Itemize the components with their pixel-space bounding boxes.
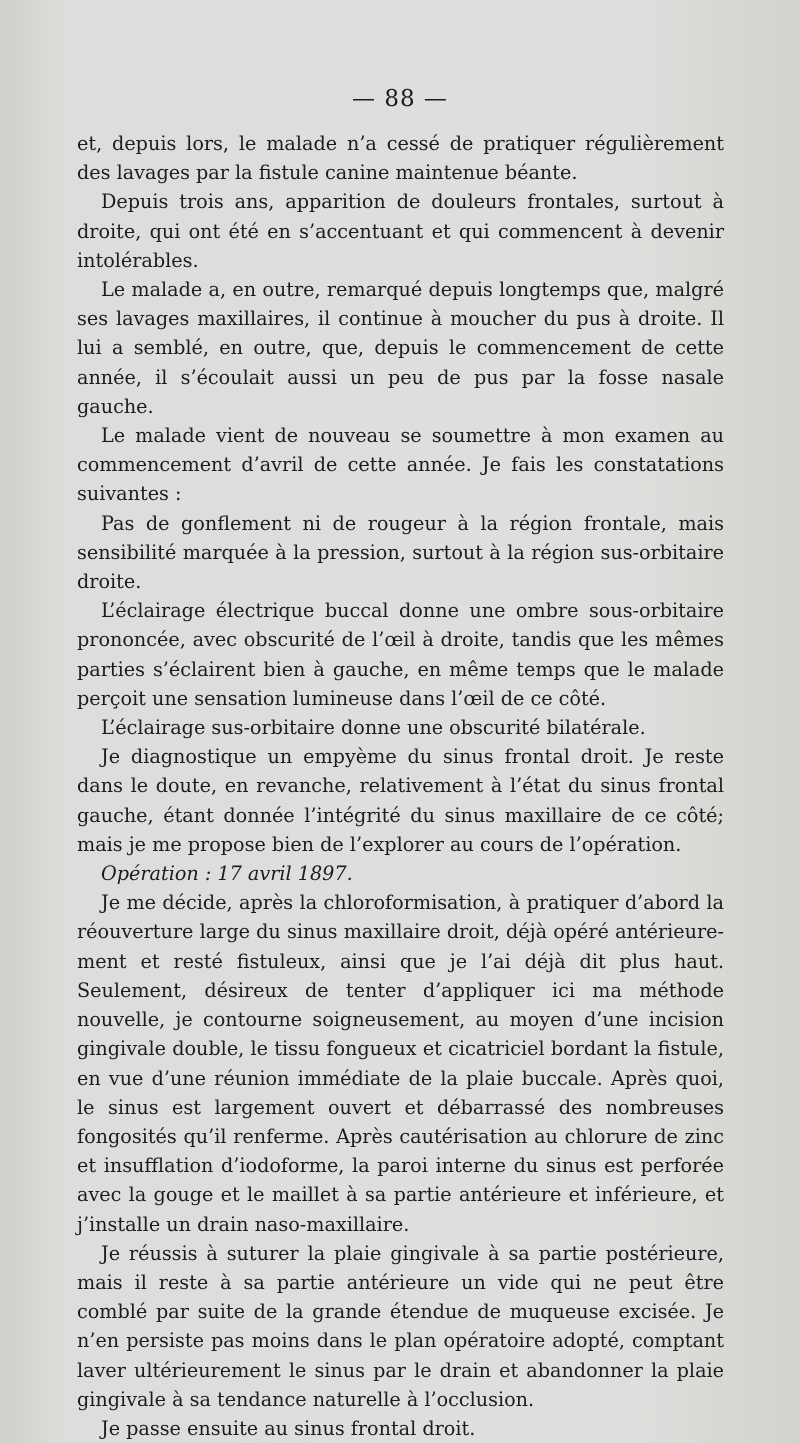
paragraph-frontal-pain: Depuis trois ans, apparition de douleurs frontales, surtout à droite, qui ont été en s’accentuant et qui commencent à devenir intolérables. <box>77 190 724 272</box>
page-number: — 88 — <box>352 86 448 112</box>
paragraph-continuation: et, depuis lors, le malade n’a cessé de pratiquer régulièrement des lavages par la fistule canine maintenue béante. <box>77 132 724 185</box>
paragraph-diagnosis: Je diagnostique un empyème du sinus frontal droit. Je reste dans le doute, en revanche, relativement à l’état du sinus frontal gauche, étant donnée l’intégrité du sinus maxillaire de ce côté; mais je me propose bien de l’explorer au cours de l’opération. <box>77 745 724 856</box>
operation-heading: Opération : 17 avril 1897. <box>101 862 353 886</box>
paragraph-suture: Je réussis à suturer la plaie gingivale à sa partie postérieure, mais il reste à sa partie antérieure un vide qui ne peut être comblé par suite de la grande étendue de muqueuse excisée. Je n’en persiste pas moins dans le plan opératoire adopté, comptant laver ultérieurement le sinus par le drain et abandonner la plaie gingivale à sa tendance naturelle à l’occlusion. <box>77 1241 724 1411</box>
paragraph-supraorbital-lighting: L’éclairage sus-orbitaire donne une obscurité bilatérale. <box>101 716 646 740</box>
paragraph-examination: Le malade vient de nouveau se soumettre à mon examen au commencement d’avril de cette année. Je fais les constatations suivantes : <box>77 424 724 506</box>
paragraph-buccal-lighting: L’éclairage électrique buccal donne une ombre sous-orbitaire prononcée, avec obscurité de l’œil à droite, tandis que les mêmes parties s’éclairent bien à gauche, en même temps que le malade perçoit une sensation lumineuse dans l’œil de ce côté. <box>77 599 724 710</box>
paragraph-pus-discharge: Le malade a, en outre, remarqué depuis longtemps que, malgré ses lavages maxillaires, il continue à moucher du pus à droite. Il lui a semblé, en outre, que, depuis le commencement de cette année, il s’écoulait aussi un peu de pus par la fosse nasale gauche. <box>77 278 724 418</box>
paragraph-frontal-sinus: Je passe ensuite au sinus frontal droit. <box>101 1416 476 1440</box>
paragraph-no-swelling: Pas de gonflement ni de rougeur à la région frontale, mais sensibilité marquée à la pression, surtout à la région sus-orbitaire droite. <box>77 511 724 594</box>
paragraph-operation-maxillary: Je me décide, après la chloroformisation, à pratiquer d’abord la réouverture large du sinus maxillaire droit, déjà opéré antérieurement et resté fistuleux, ainsi que je l’ai déjà dit plus haut. Seulement, désireux de tenter d’appliquer ici ma méthode nouvelle, je contourne soigneusement, au moyen d’une incision gingivale double, le tissu fongueux et cicatriciel bordant la fistule, en vue d’une réunion immédiate de la plaie buccale. Après quoi, le sinus est largement ouvert et débarrassé des nombreuses fongosités qu’il renferme. Après cautérisation au chlorure de zinc et insufflation d’iodoforme, la paroi interne du sinus est perforée avec la gouge et le maillet à sa partie antérieure et inférieure, et j’installe un drain naso-maxillaire. <box>77 891 724 1236</box>
body-text <box>77 129 724 1443</box>
